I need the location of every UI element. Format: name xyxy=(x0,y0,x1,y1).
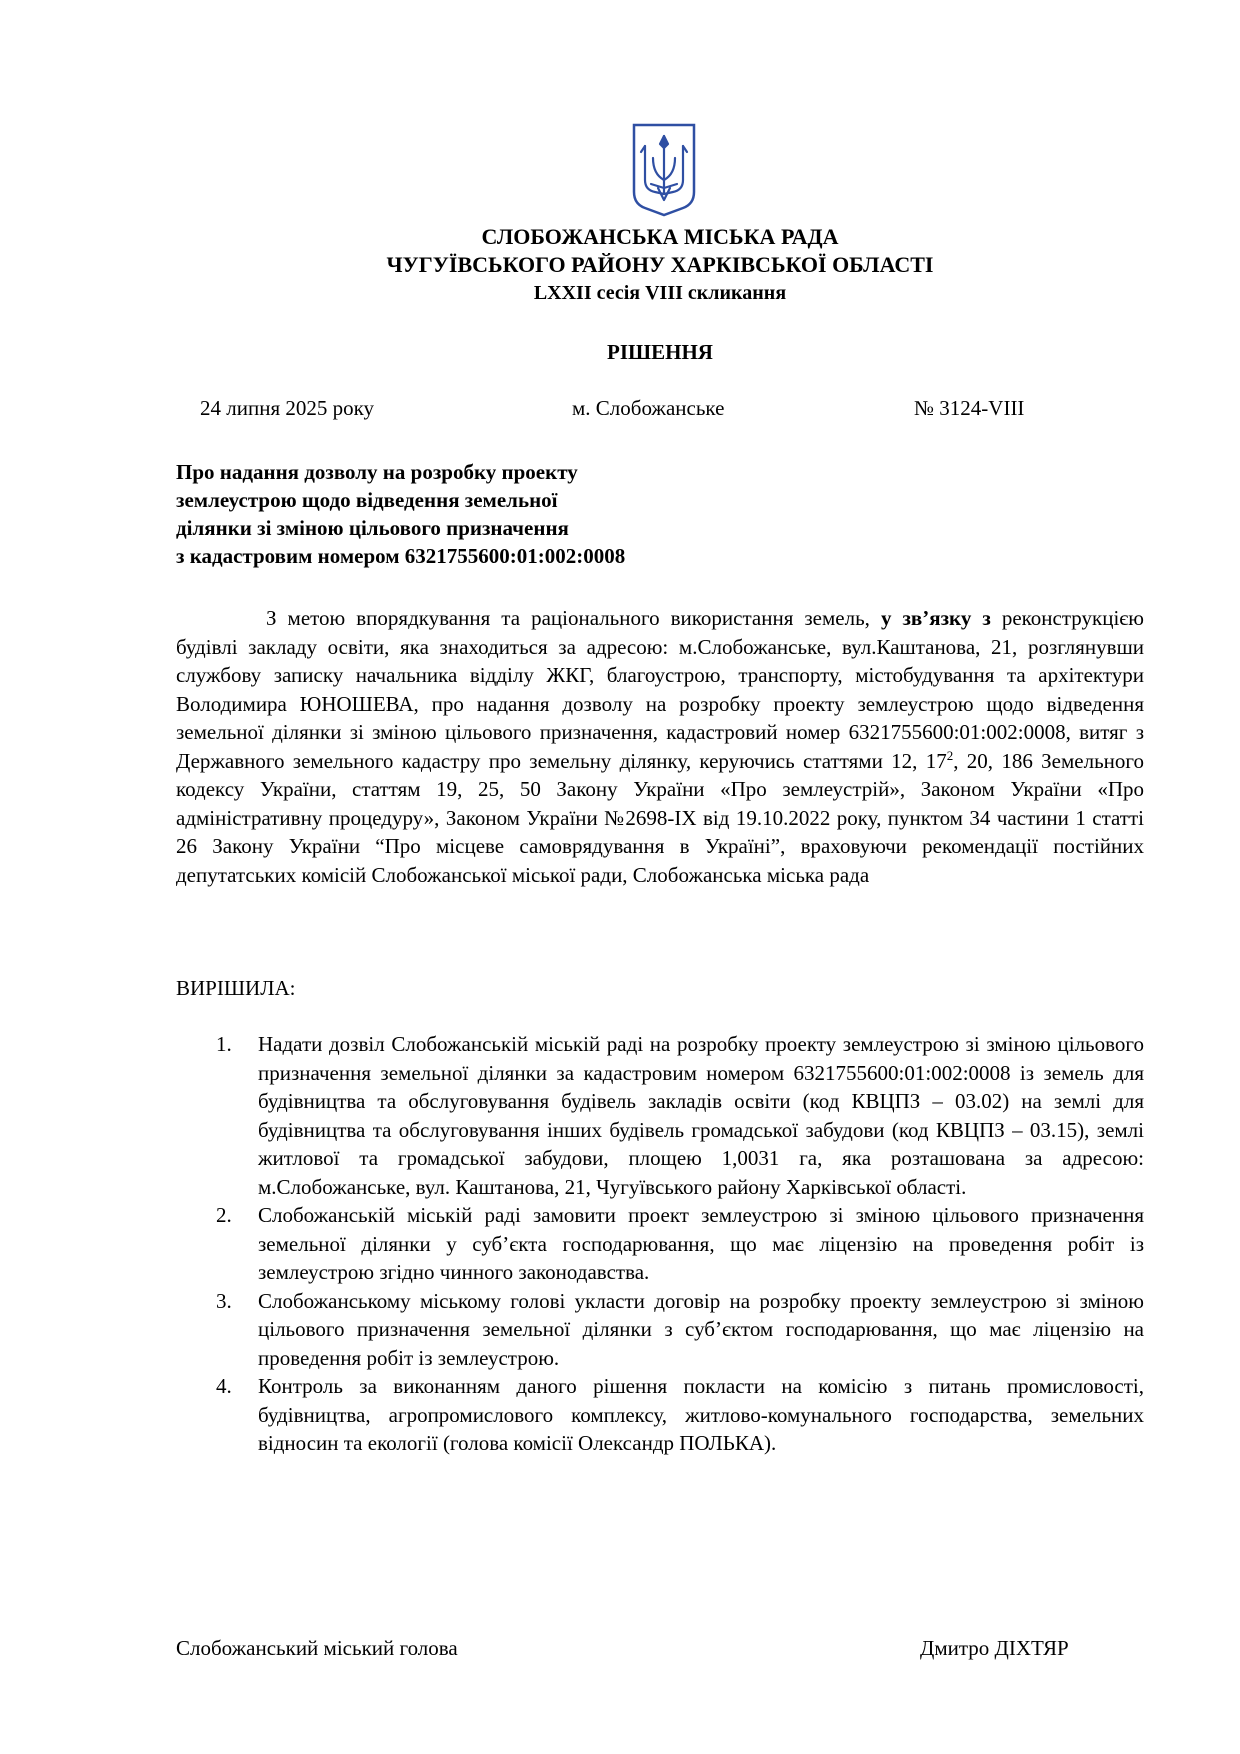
preamble-text: реконструкцією будівлі закладу освіти, яка знаходиться за адресою: м.Слобожанське, вул.Каштанова, 21, розглянувши службову записку начальника відділу ЖКГ, благоустрою, транспорту, містобудування та архітектури Володимира ЮНОШЕВА, про надання дозволу на розробку проекту землеустрою щодо відведення земельної ділянки зі зміною цільового призначення, кадастровий номер 6321755600:01:002:0008, витяг з Державного земельного кадастру про земельну ділянку, керуючись статтями 12, 17 xyxy=(176,606,1144,773)
item-text: Надати дозвіл Слобожанській міській раді на розробку проекту землеустрою зі зміною цільового призначення земельної ділянки за кадастровим номером 6321755600:01:002:0008 із земель для будівництва та обслуговування будівель закладів освіти (код КВЦПЗ – 03.02) на землі для будівництва та обслуговування інших будівель громадської забудови (код КВЦПЗ – 03.15), землі житлової та громадської забудови, площею 1,0031 га, яка розташована за адресою: м.Слобожанське, вул. Каштанова, 21, Чугуївського району Харківської області. xyxy=(258,1032,1144,1199)
article-superscript: 2 xyxy=(946,747,954,763)
decision-date: 24 липня 2025 року xyxy=(200,396,375,420)
list-item xyxy=(176,1372,1144,1458)
item-text: Слобожанській міській раді замовити проект землеустрою зі зміною цільового призначення земельної ділянки у суб’єкта господарювання, що має ліцензію на проведення робіт із землеустрою згідно чинного законодавства. xyxy=(258,1203,1144,1284)
list-item xyxy=(176,1287,1144,1373)
item-number: 3. xyxy=(216,1288,232,1313)
council-name: СЛОБОЖАНСЬКА МІСЬКА РАДА xyxy=(481,224,839,249)
decided-label: ВИРІШИЛА: xyxy=(176,976,296,1000)
subject-line: ділянки зі зміною цільового призначення xyxy=(176,516,569,540)
district-name: ЧУГУЇВСЬКОГО РАЙОНУ ХАРКІВСЬКОЇ ОБЛАСТІ xyxy=(386,252,934,277)
subject-line: землеустрою щодо відведення земельної xyxy=(176,488,558,512)
preamble-bold-text: у зв’язку з xyxy=(880,606,991,630)
decision-number: № 3124-VIII xyxy=(914,396,1025,420)
signatory-position: Слобожанський міський голова xyxy=(176,1636,458,1660)
session-info: LXXII сесія VIII скликання xyxy=(533,282,787,304)
decision-place: м. Слобожанське xyxy=(572,396,725,420)
item-text: Слобожанському міському голові укласти договір на розробку проекту землеустрою зі зміною цільового призначення земельної ділянки з суб’єктом господарювання, що має ліцензію на проведення робіт із землеустрою. xyxy=(258,1288,1144,1370)
item-number: 2. xyxy=(216,1203,232,1227)
subject-line: з кадастровим номером 6321755600:01:002:0008 xyxy=(176,544,626,568)
list-item xyxy=(176,1201,1144,1287)
item-text: Контроль за виконанням даного рішення покласти на комісію з питань промисловості, будівництва, агропромислового комплексу, житлово-комунального господарства, земельних відносин та екології (голова комісії Олександр ПОЛЬКА). xyxy=(258,1374,1144,1455)
item-number: 4. xyxy=(216,1374,232,1398)
ukraine-trident-icon xyxy=(631,122,697,218)
subject-line: Про надання дозволу на розробку проекту xyxy=(176,460,578,484)
preamble-text: З метою впорядкування та раціонального використання земель, xyxy=(266,606,881,630)
decision-items-list xyxy=(176,1030,1144,1458)
list-item xyxy=(176,1030,1144,1201)
document-type-title: РІШЕННЯ xyxy=(607,340,713,364)
preamble-text: , 20, 186 Земельного кодексу України, статтям 19, 25, 50 Закону України «Про землеустрій», Законом України «Про адміністративну процедуру», Законом України №2698-IX від 19.10.2022 року, пунктом 34 частини 1 статті 26 Закону України “Про місцеве самоврядування в Україні”, враховуючи рекомендації постійних депутатських комісій Слобожанської міської ради, Слобожанська міська рада xyxy=(176,748,1144,887)
signatory-name: Дмитро ДІХТЯР xyxy=(920,1636,1069,1660)
preamble-paragraph xyxy=(176,604,1144,889)
decision-subject xyxy=(176,458,776,570)
item-number: 1. xyxy=(216,1032,232,1056)
